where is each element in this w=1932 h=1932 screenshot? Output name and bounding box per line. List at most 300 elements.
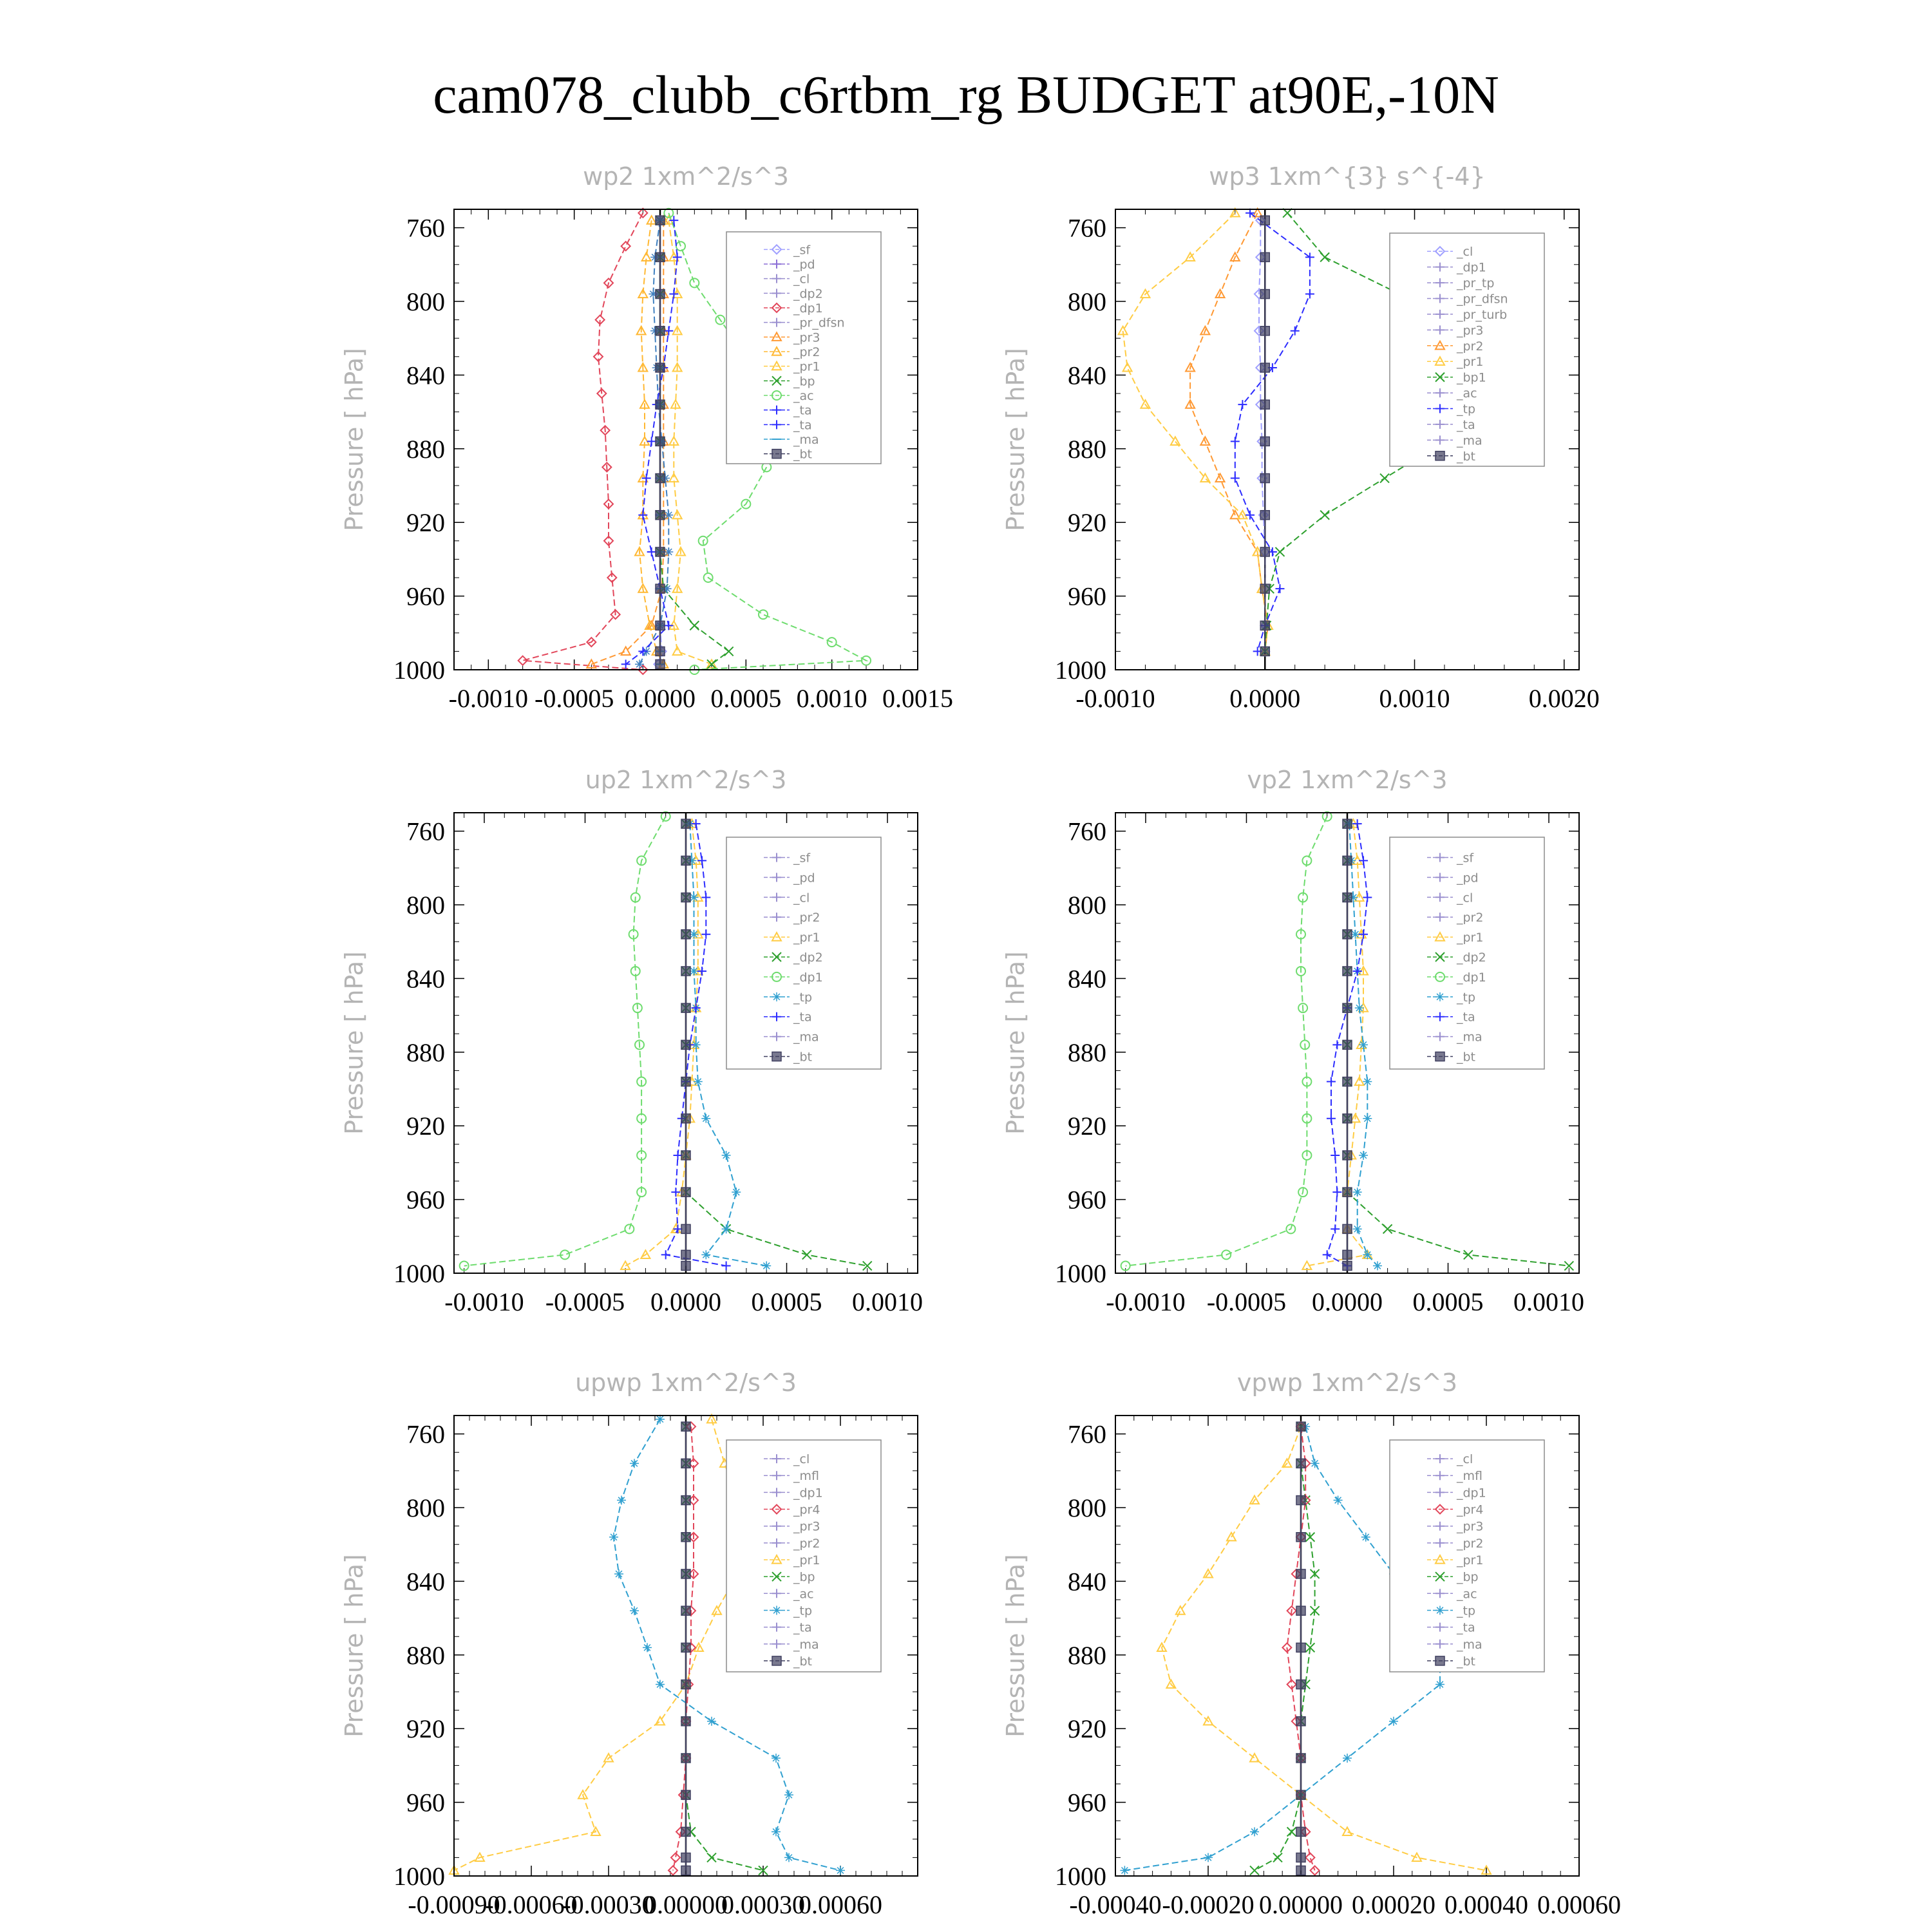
data-point-bt	[681, 1040, 690, 1049]
data-point-bp	[707, 1853, 716, 1862]
legend-label: _pd	[793, 258, 815, 272]
data-point-ta	[647, 547, 656, 556]
y-tick-label: 760	[1068, 1419, 1106, 1449]
legend-label: _pr2	[1457, 911, 1484, 925]
data-point-bt	[656, 252, 665, 261]
data-point-bt	[1296, 1853, 1305, 1862]
y-tick-label: 1000	[393, 656, 445, 685]
y-tick-label: 840	[406, 1567, 445, 1596]
data-point-bp	[1273, 1853, 1282, 1862]
data-point-ta	[1332, 1188, 1341, 1197]
y-tick-label: 960	[1068, 1788, 1106, 1817]
data-point-bt	[1296, 1606, 1305, 1615]
x-tick-label: 0.0010	[796, 684, 867, 713]
data-point-bt	[1260, 290, 1269, 299]
data-point-bt	[656, 547, 665, 556]
x-tick-label: -0.0010	[448, 684, 528, 713]
data-point-bt	[656, 584, 665, 593]
data-point-bt	[1296, 1866, 1305, 1875]
data-point-bt	[681, 1262, 690, 1271]
x-tick-label: 0.0005	[710, 684, 782, 713]
panel-title: wp2 1xm^2/s^3	[583, 162, 789, 191]
data-point-bt	[1260, 327, 1269, 336]
data-point-tp	[1353, 1188, 1362, 1197]
data-point-bt	[656, 400, 665, 409]
x-tick-label: 0.0000	[1229, 684, 1301, 713]
data-point-bt	[1343, 893, 1352, 902]
x-tick-label: 0.0010	[1379, 684, 1450, 713]
panel-title: vp2 1xm^2/s^3	[1247, 766, 1448, 794]
panel-5	[340, 1368, 918, 1919]
data-point-bt	[1260, 621, 1269, 630]
series-line-pr3	[591, 220, 663, 664]
legend-label: _cl	[1457, 1452, 1473, 1467]
y-axis-label: Pressure [ hPa]	[340, 1554, 368, 1738]
x-tick-label: 0.0020	[1528, 684, 1600, 713]
y-tick-label: 880	[1068, 1640, 1106, 1670]
data-point-tp	[1363, 1250, 1372, 1259]
panel-title: up2 1xm^2/s^3	[585, 766, 787, 794]
data-point-bt	[1343, 1224, 1352, 1233]
data-point-bt	[1260, 474, 1269, 483]
y-tick-label: 880	[1068, 434, 1106, 464]
legend-label: _pr1	[793, 1553, 820, 1567]
data-point-bt	[1296, 1790, 1305, 1799]
legend-label: _dp2	[793, 287, 823, 301]
y-tick-label: 960	[406, 1788, 445, 1817]
data-point-tp	[707, 1717, 716, 1726]
legend-label: _bp	[1457, 1570, 1479, 1585]
y-tick-label: 800	[1068, 1493, 1106, 1522]
x-tick-label: -0.0010	[1075, 684, 1155, 713]
x-tick-label: 0.0005	[1412, 1287, 1484, 1316]
panel-title: vpwp 1xm^2/s^3	[1236, 1368, 1458, 1397]
data-point-bt	[681, 893, 690, 902]
y-tick-label: 920	[1068, 1714, 1106, 1744]
data-point-bt	[681, 1606, 690, 1615]
panel-title: upwp 1xm^2/s^3	[575, 1368, 797, 1397]
data-point-ta	[722, 1262, 731, 1271]
data-point-tp	[1275, 584, 1284, 593]
y-tick-label: 840	[1068, 361, 1106, 390]
legend-label: _pr1	[1457, 1553, 1484, 1567]
data-point-dp2	[802, 1250, 811, 1259]
data-point-bt	[1296, 1533, 1305, 1542]
data-point-ac	[690, 278, 699, 287]
y-tick-label: 880	[406, 1640, 445, 1670]
data-point-ta	[1323, 1250, 1332, 1259]
y-tick-label: 760	[406, 1419, 445, 1449]
y-tick-label: 800	[406, 1493, 445, 1522]
legend-label: _pr_dfsn	[1457, 292, 1508, 307]
y-tick-label: 800	[406, 891, 445, 920]
y-tick-label: 920	[406, 508, 445, 538]
x-tick-label: 0.0005	[751, 1287, 822, 1316]
data-point-pr1	[656, 1717, 665, 1725]
data-point-bt	[681, 1853, 690, 1862]
data-point-bp1	[1380, 474, 1389, 483]
data-point-ta	[661, 1250, 670, 1259]
data-point-tp	[1361, 1533, 1370, 1542]
legend-label: _ma	[1457, 1637, 1482, 1652]
series-line-pr1	[668, 220, 712, 664]
data-point-bt	[681, 1866, 690, 1875]
data-point-tp	[784, 1790, 793, 1799]
legend	[1390, 837, 1544, 1069]
legend-label: _cl	[793, 272, 810, 287]
x-tick-label: 0.00030	[721, 1890, 805, 1919]
data-point-bt	[681, 819, 690, 828]
y-tick-label: 800	[1068, 891, 1106, 920]
legend	[1390, 233, 1544, 466]
x-tick-label: 0.00060	[1537, 1890, 1621, 1919]
legend-label: _dp2	[793, 951, 823, 965]
legend-label: _ta	[1457, 1620, 1475, 1635]
legend-label: _dp1	[793, 1486, 823, 1501]
legend-label: _ma	[793, 1637, 819, 1652]
legend	[726, 837, 881, 1069]
data-point-bt	[1343, 1003, 1352, 1012]
data-point-bt	[1296, 1717, 1305, 1726]
data-point-bt	[1260, 647, 1269, 656]
data-point-bt	[1260, 584, 1269, 593]
legend-label: _pr2	[793, 1536, 820, 1551]
legend-label: _pd	[793, 871, 815, 886]
data-point-bt	[1296, 1569, 1305, 1578]
data-point-tp	[1311, 1459, 1320, 1468]
y-tick-label: 1000	[1055, 656, 1106, 685]
legend-label: _ma	[1457, 1030, 1482, 1045]
y-tick-label: 880	[406, 1037, 445, 1067]
data-point-pr1	[712, 1606, 721, 1615]
legend-label: _ac	[793, 389, 814, 403]
legend-label: _bt	[1457, 449, 1476, 464]
x-tick-label: -0.00040	[1069, 1890, 1162, 1919]
series-line-dp1	[1126, 817, 1327, 1266]
y-tick-label: 760	[406, 817, 445, 846]
legend-label: _pd	[1457, 871, 1479, 886]
legend-marker	[1435, 1605, 1444, 1615]
data-point-bt	[1296, 1422, 1305, 1431]
data-point-bt	[656, 327, 665, 336]
data-point-bt	[1296, 1643, 1305, 1652]
data-point-tp	[1355, 1003, 1364, 1012]
data-point-tp	[1120, 1866, 1129, 1875]
x-tick-label: 0.00040	[1444, 1890, 1528, 1919]
data-point-bt	[1343, 930, 1352, 939]
legend-marker	[1435, 1656, 1444, 1665]
y-tick-label: 960	[1068, 582, 1106, 611]
data-point-ac	[759, 610, 768, 619]
legend-label: _tp	[793, 990, 813, 1005]
legend-label: _pr_turb	[1457, 307, 1508, 322]
data-point-tp	[1373, 1262, 1382, 1271]
data-point-tp	[1231, 474, 1240, 483]
legend-label: _cl	[1457, 245, 1473, 260]
data-point-bt	[656, 474, 665, 483]
panel-1	[340, 162, 953, 713]
data-point-tp	[630, 1606, 639, 1615]
data-point-bt	[681, 930, 690, 939]
data-point-bt	[1296, 1827, 1305, 1836]
x-tick-label: 0.00060	[799, 1890, 882, 1919]
x-tick-label: -0.0010	[444, 1287, 524, 1316]
legend-label: _sf	[793, 243, 811, 258]
y-tick-label: 960	[1068, 1185, 1106, 1215]
x-tick-label: -0.00030	[562, 1890, 655, 1919]
legend-marker	[772, 1656, 781, 1665]
y-tick-label: 760	[1068, 213, 1106, 243]
x-tick-label: -0.00090	[408, 1890, 500, 1919]
legend-label: _pr4	[793, 1502, 820, 1517]
data-point-tp	[1389, 1717, 1398, 1726]
legend-label: _dp1	[793, 970, 823, 985]
data-point-bt	[681, 967, 690, 976]
data-point-tp	[643, 1643, 652, 1652]
data-point-bt	[681, 1533, 690, 1542]
data-point-bp1	[1320, 252, 1329, 261]
legend-label: _ta	[1457, 1010, 1475, 1025]
data-point-bt	[681, 1250, 690, 1259]
legend-label: _pr1	[1457, 931, 1484, 945]
legend-label: _cl	[1457, 891, 1473, 905]
legend-marker	[1435, 1052, 1444, 1061]
series-line-dp1	[523, 213, 643, 670]
data-point-bt	[1343, 1262, 1352, 1271]
legend-label: _pr1	[793, 931, 820, 945]
data-point-tp	[1250, 1827, 1259, 1836]
data-point-ta	[1331, 1224, 1340, 1233]
data-point-bt	[681, 1569, 690, 1578]
data-point-bt	[681, 1459, 690, 1468]
legend-label: _ac	[793, 1587, 814, 1602]
data-point-bt	[681, 1680, 690, 1689]
legend-label: _tp	[1457, 1604, 1476, 1618]
data-point-bt	[1343, 1114, 1352, 1123]
data-point-bt	[1260, 252, 1269, 261]
x-tick-label: -0.0005	[1206, 1287, 1287, 1316]
data-point-ta	[1327, 1077, 1336, 1086]
data-point-tp	[772, 1754, 781, 1763]
y-tick-label: 920	[1068, 508, 1106, 538]
data-point-ta	[1332, 1040, 1341, 1049]
y-tick-label: 840	[406, 964, 445, 994]
data-point-tp	[630, 1459, 639, 1468]
y-axis-label: Pressure [ hPa]	[1001, 348, 1030, 531]
y-tick-label: 960	[406, 582, 445, 611]
data-point-tp	[772, 1827, 781, 1836]
legend-label: _bt	[793, 447, 813, 462]
series-line-pr1	[454, 1419, 745, 1871]
data-point-tp	[732, 1188, 741, 1197]
legend-label: _pr3	[1457, 1519, 1484, 1534]
data-point-bt	[1343, 1151, 1352, 1160]
data-point-bt	[1260, 511, 1269, 520]
series-line-pr1	[1123, 213, 1268, 652]
y-tick-label: 1000	[1055, 1862, 1106, 1891]
data-point-tp	[1363, 1077, 1372, 1086]
legend-label: _tp	[1457, 990, 1476, 1005]
y-axis-label: Pressure [ hPa]	[1001, 951, 1030, 1135]
y-tick-label: 760	[406, 213, 445, 243]
legend-label: _ta	[793, 403, 812, 418]
data-point-tp	[617, 1496, 626, 1505]
legend	[726, 1440, 881, 1672]
legend-label: _ac	[1457, 1587, 1477, 1602]
legend-marker	[1435, 451, 1444, 460]
legend-label: _cl	[793, 891, 810, 905]
data-point-pr1	[673, 647, 682, 655]
data-point-bp	[724, 647, 734, 656]
data-point-tp	[1204, 1853, 1213, 1862]
data-point-bt	[656, 216, 665, 225]
data-point-tp	[1363, 1114, 1372, 1123]
data-point-bt	[681, 1496, 690, 1505]
data-point-bt	[681, 1643, 690, 1652]
legend-label: _pr3	[1457, 323, 1484, 338]
y-tick-label: 1000	[1055, 1259, 1106, 1288]
data-point-bp	[1287, 1827, 1296, 1836]
data-point-bt	[1296, 1754, 1305, 1763]
data-point-bt	[1296, 1680, 1305, 1689]
data-point-pr4	[668, 1866, 677, 1875]
y-tick-label: 840	[1068, 1567, 1106, 1596]
data-point-tp	[1334, 1496, 1343, 1505]
data-point-bt	[681, 1790, 690, 1799]
data-point-tp	[1291, 327, 1300, 336]
data-point-bp	[690, 621, 699, 630]
data-point-bt	[1260, 547, 1269, 556]
legend-label: _bp	[793, 1570, 815, 1585]
data-point-bt	[1343, 1188, 1352, 1197]
y-tick-label: 800	[1068, 287, 1106, 316]
data-point-tp	[1231, 437, 1240, 446]
data-point-tp	[701, 1250, 710, 1259]
y-tick-label: 880	[406, 434, 445, 464]
panel-4	[1001, 766, 1584, 1316]
legend-label: _pr1	[1457, 355, 1484, 370]
data-point-dp1	[621, 242, 630, 251]
data-point-tp	[1359, 1040, 1368, 1049]
data-point-bt	[1260, 363, 1269, 372]
data-point-bt	[681, 1188, 690, 1197]
legend-label: _tp	[1457, 402, 1476, 417]
legend-label: _pr2	[1457, 1536, 1484, 1551]
x-tick-label: -0.0005	[535, 684, 614, 713]
legend-label: _bp1	[1457, 370, 1486, 385]
data-point-bt	[1343, 1040, 1352, 1049]
y-tick-label: 760	[1068, 817, 1106, 846]
legend-label: _tp	[793, 1604, 813, 1618]
y-tick-label: 920	[406, 1112, 445, 1141]
legend-label: _pr2	[1457, 339, 1484, 354]
data-point-bt	[681, 1077, 690, 1086]
data-point-bt	[681, 1422, 690, 1431]
data-point-tp	[609, 1533, 618, 1542]
data-point-bt	[681, 1754, 690, 1763]
data-point-tp	[614, 1569, 623, 1578]
y-tick-label: 1000	[393, 1259, 445, 1288]
legend-label: _ta	[793, 1010, 812, 1025]
panel-title: wp3 1xm^{3} s^{-4}	[1209, 162, 1486, 191]
data-point-pr4	[1311, 1866, 1320, 1875]
legend	[726, 232, 881, 464]
panel-6	[1001, 1368, 1621, 1919]
legend-label: _bp	[793, 374, 815, 389]
x-tick-label: 0.00000	[1259, 1890, 1343, 1919]
y-tick-label: 920	[406, 1714, 445, 1744]
legend-label: _ta	[793, 418, 812, 433]
legend	[1390, 1440, 1544, 1672]
data-point-bt	[681, 1224, 690, 1233]
x-tick-label: 0.0000	[1312, 1287, 1383, 1316]
legend-marker	[772, 450, 781, 459]
y-axis-label: Pressure [ hPa]	[340, 348, 368, 531]
data-point-tp	[836, 1866, 845, 1875]
legend-label: _dp1	[1457, 260, 1486, 275]
y-tick-label: 840	[1068, 964, 1106, 994]
legend-label: _bt	[793, 1050, 813, 1065]
data-point-bt	[656, 659, 665, 668]
panel-3	[340, 766, 923, 1316]
legend-label: _mfl	[1457, 1469, 1482, 1484]
data-point-bt	[681, 1717, 690, 1726]
data-point-bt	[656, 511, 665, 520]
y-tick-label: 960	[406, 1185, 445, 1215]
data-point-bt	[1343, 856, 1352, 865]
y-axis-label: Pressure [ hPa]	[340, 951, 368, 1135]
data-point-dp2	[1464, 1250, 1473, 1259]
data-point-bt	[1296, 1459, 1305, 1468]
figure-title: cam078_clubb_c6rtbm_rg BUDGET at90E,-10N	[433, 65, 1499, 125]
x-tick-label: 0.0010	[852, 1287, 923, 1316]
data-point-tp	[1353, 1224, 1362, 1233]
data-point-bt	[1260, 437, 1269, 446]
data-point-bt	[681, 1114, 690, 1123]
legend-label: _dp2	[1457, 951, 1486, 965]
y-tick-label: 920	[1068, 1112, 1106, 1141]
data-point-bt	[1260, 216, 1269, 225]
data-point-ta	[1331, 1151, 1340, 1160]
data-point-bp	[1250, 1866, 1259, 1875]
legend-marker	[772, 1605, 781, 1615]
data-point-bt	[656, 437, 665, 446]
data-point-tp	[1305, 290, 1314, 299]
legend-label: _pr3	[793, 1519, 820, 1534]
data-point-tp	[656, 1680, 665, 1689]
data-point-bt	[1343, 819, 1352, 828]
legend-label: _dp1	[1457, 1486, 1486, 1501]
legend-label: _ac	[1457, 386, 1477, 401]
y-tick-label: 840	[406, 361, 445, 390]
data-point-bt	[1343, 1250, 1352, 1259]
series-line-dp1	[464, 817, 666, 1266]
data-point-bt	[1343, 1077, 1352, 1086]
data-point-ta	[1327, 1114, 1336, 1123]
data-point-tp	[762, 1262, 771, 1271]
legend-label: _bt	[1457, 1654, 1476, 1669]
data-point-bt	[656, 290, 665, 299]
legend-label: _bt	[1457, 1050, 1476, 1065]
legend-label: _sf	[1457, 851, 1474, 866]
data-point-bt	[681, 1003, 690, 1012]
x-tick-label: -0.0005	[545, 1287, 625, 1316]
legend-label: _sf	[793, 851, 811, 866]
data-point-bt	[681, 1151, 690, 1160]
legend-label: _dp1	[793, 301, 823, 316]
legend-label: _cl	[793, 1452, 810, 1467]
x-tick-label: 0.0015	[882, 684, 953, 713]
